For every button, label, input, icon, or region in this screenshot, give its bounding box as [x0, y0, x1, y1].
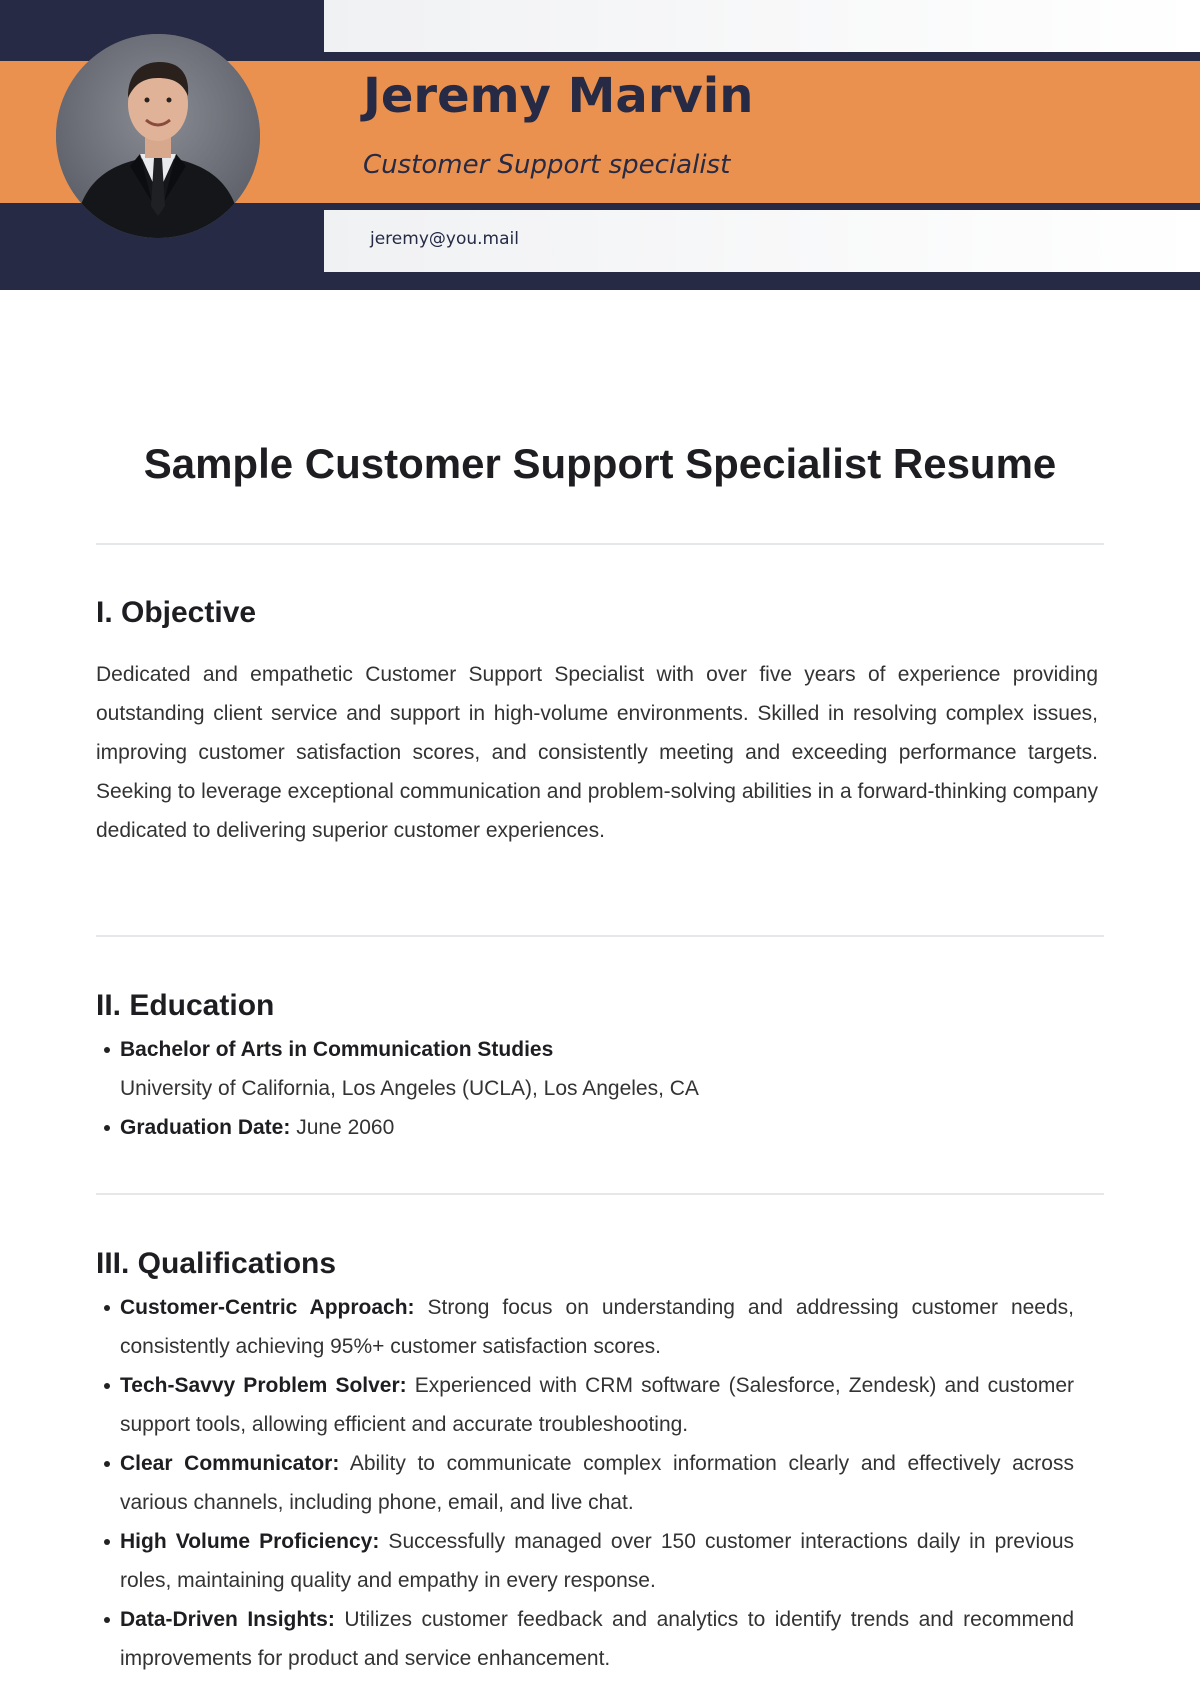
bullet-icon	[104, 1125, 110, 1131]
document-title: Sample Customer Support Specialist Resume	[143, 440, 1057, 487]
qualification-text: Strong focus on understanding and addressing customer needs, consistently achieving 95%+ customer satisfaction scores.	[120, 1296, 1075, 1358]
section-divider	[96, 935, 1104, 937]
list-item	[96, 1522, 1074, 1600]
list-item	[96, 1288, 1074, 1366]
bullet-icon	[104, 1305, 110, 1311]
qualification-label: Clear Communicator:	[120, 1452, 340, 1475]
qualification-text: Ability to communicate complex information clearly and effectively across various channels, including phone, email, and live chat.	[120, 1452, 1074, 1514]
qualifications-list	[96, 1288, 1074, 1678]
graduation-label: Graduation Date:	[120, 1116, 291, 1139]
qualification-label: Tech-Savvy Problem Solver:	[120, 1374, 407, 1397]
education-heading: II. Education	[96, 989, 275, 1022]
qualification-text: Utilizes customer feedback and analytics to identify trends and recommend improvements for product and service enhancement.	[120, 1608, 1075, 1670]
qualification-label: High Volume Proficiency:	[120, 1530, 380, 1553]
header-top-panel	[324, 0, 1200, 52]
qualification-text: Experienced with CRM software (Salesforce, Zendesk) and customer support tools, allowing efficient and accurate troubleshooting.	[120, 1374, 1074, 1436]
candidate-job-title: Customer Support specialist	[363, 150, 731, 180]
bullet-icon	[104, 1383, 110, 1389]
graduation-value: June 2060	[290, 1116, 395, 1139]
school-name: University of California, Los Angeles (UCLA), Los Angeles, CA	[120, 1077, 699, 1100]
avatar	[56, 34, 260, 238]
qualifications-heading: III. Qualifications	[96, 1247, 337, 1280]
objective-text: Dedicated and empathetic Customer Support Specialist with over five years of experience providing outstanding client service and support in high-volume environments. Skilled in resolving complex issues, improving customer satisfaction scores, and consistently meeting and exceeding performance targets. Seeking to leverage exceptional communication and problem-solving abilities in a forward-thinking company dedicated to delivering superior customer experiences.	[96, 663, 1098, 842]
degree-name: Bachelor of Arts in Communication Studies	[120, 1038, 554, 1061]
bullet-icon	[104, 1047, 110, 1053]
section-divider	[96, 543, 1104, 545]
list-item	[96, 1600, 1074, 1678]
education-list	[96, 1030, 1074, 1147]
objective-heading: I. Objective	[96, 596, 257, 629]
qualification-label: Customer-Centric Approach:	[120, 1296, 415, 1319]
list-item	[96, 1030, 1074, 1108]
candidate-name: Jeremy Marvin	[363, 68, 754, 124]
list-item	[96, 1366, 1074, 1444]
contact-email[interactable]: jeremy@you.mail	[370, 229, 519, 249]
resume-header	[0, 0, 1200, 290]
avatar-portrait	[56, 34, 260, 238]
bullet-icon	[104, 1617, 110, 1623]
list-item	[96, 1108, 1074, 1147]
section-divider	[96, 1193, 1104, 1195]
qualification-text: Successfully managed over 150 customer interactions daily in previous roles, maintaining quality and empathy in every response.	[120, 1530, 1074, 1592]
list-item	[96, 1444, 1074, 1522]
bullet-icon	[104, 1461, 110, 1467]
bullet-icon	[104, 1539, 110, 1545]
qualification-label: Data-Driven Insights:	[120, 1608, 335, 1631]
